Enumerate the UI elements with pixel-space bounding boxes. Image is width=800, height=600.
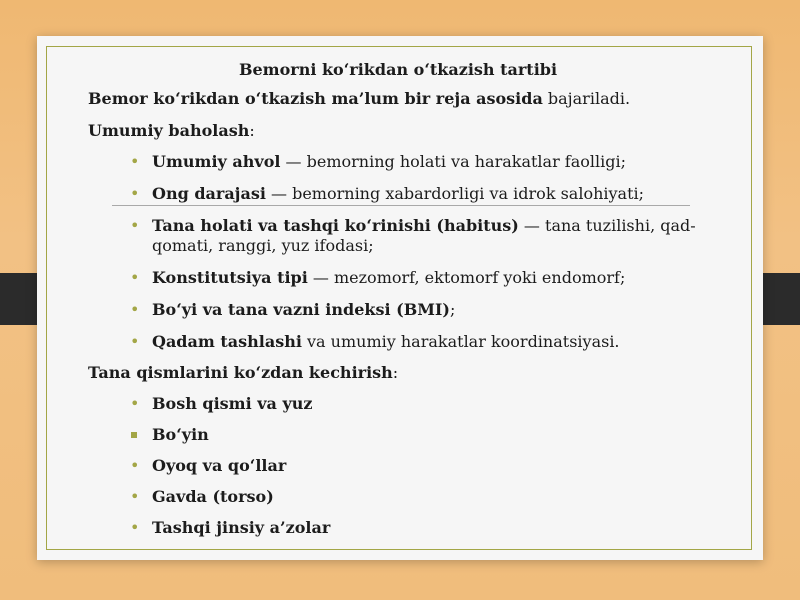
section2-heading: [88, 362, 728, 384]
section1-heading: [88, 120, 728, 142]
bullet-dot-icon: •: [130, 152, 140, 171]
item-bold: Konstitutsiya tipi: [152, 268, 308, 287]
section1-colon: :: [249, 121, 255, 140]
item-bold: Bosh qismi va yuz: [152, 394, 313, 413]
bullet-dot-icon: •: [130, 518, 140, 537]
item-bold: Tana holati va tashqi ko‘rinishi (habitus): [152, 216, 519, 235]
section1-list: [88, 152, 728, 352]
list-item: [128, 518, 728, 538]
item-bold: Tashqi jinsiy a’zolar: [152, 518, 331, 537]
item-bold: Qadam tashlashi: [152, 332, 302, 351]
item-bold: Bo‘yin: [152, 425, 209, 444]
item-bold: Oyoq va qo‘llar: [152, 456, 287, 475]
item-bold: Ong darajasi: [152, 184, 266, 203]
list-item: [128, 184, 728, 204]
list-item: [128, 268, 728, 288]
intro-paragraph: [88, 88, 728, 110]
list-item: [128, 425, 728, 445]
list-item: [128, 216, 728, 256]
slide-content: [88, 56, 728, 549]
bullet-dot-icon: •: [130, 216, 140, 235]
item-bold: Umumiy ahvol: [152, 152, 281, 171]
item-text: — tana tuzilishi, qad-qomati, ranggi, yuz ifodasi;: [152, 216, 696, 255]
item-text: — mezomorf, ektomorf yoki endomorf;: [307, 268, 626, 287]
item-text: ;: [449, 300, 456, 319]
list-item: [128, 487, 728, 507]
bullet-dot-icon: •: [130, 394, 140, 413]
bullet-dot-icon: •: [130, 456, 140, 475]
intro-bold: Bemor ko‘rikdan o‘tkazish ma’lum bir reja asosida: [88, 89, 543, 108]
list-item: [128, 300, 728, 320]
section2-list: [88, 394, 728, 538]
bullet-dot-icon: •: [130, 300, 140, 319]
list-item: [128, 456, 728, 476]
list-item: [128, 394, 728, 414]
section2-label: Tana qismlarini ko‘zdan kechirish: [88, 363, 393, 382]
item-bold: Bo‘yi va tana vazni indeksi (BMI): [152, 300, 450, 319]
item-bold: Gavda (torso): [152, 487, 274, 506]
item-text: va umumiy harakatlar koordinatsiyasi.: [301, 332, 620, 351]
section2-colon: :: [392, 363, 399, 382]
item-text: — bemorning xabardorligi va idrok salohiyati;: [265, 184, 645, 203]
bullet-dot-icon: •: [130, 184, 140, 203]
item-text: — bemorning holati va harakatlar faolligi;: [280, 152, 626, 171]
bullet-dot-icon: •: [130, 332, 140, 351]
section1-label: Umumiy baholash: [88, 121, 250, 140]
list-item: [128, 152, 728, 172]
bullet-square-icon: [131, 432, 137, 438]
bullet-dot-icon: •: [130, 268, 140, 287]
list-item: [128, 332, 728, 352]
bullet-dot-icon: •: [130, 487, 140, 506]
intro-rest: bajariladi.: [542, 89, 631, 108]
slide-title: Bemorni ko‘rikdan o‘tkazish tartibi: [238, 60, 558, 79]
